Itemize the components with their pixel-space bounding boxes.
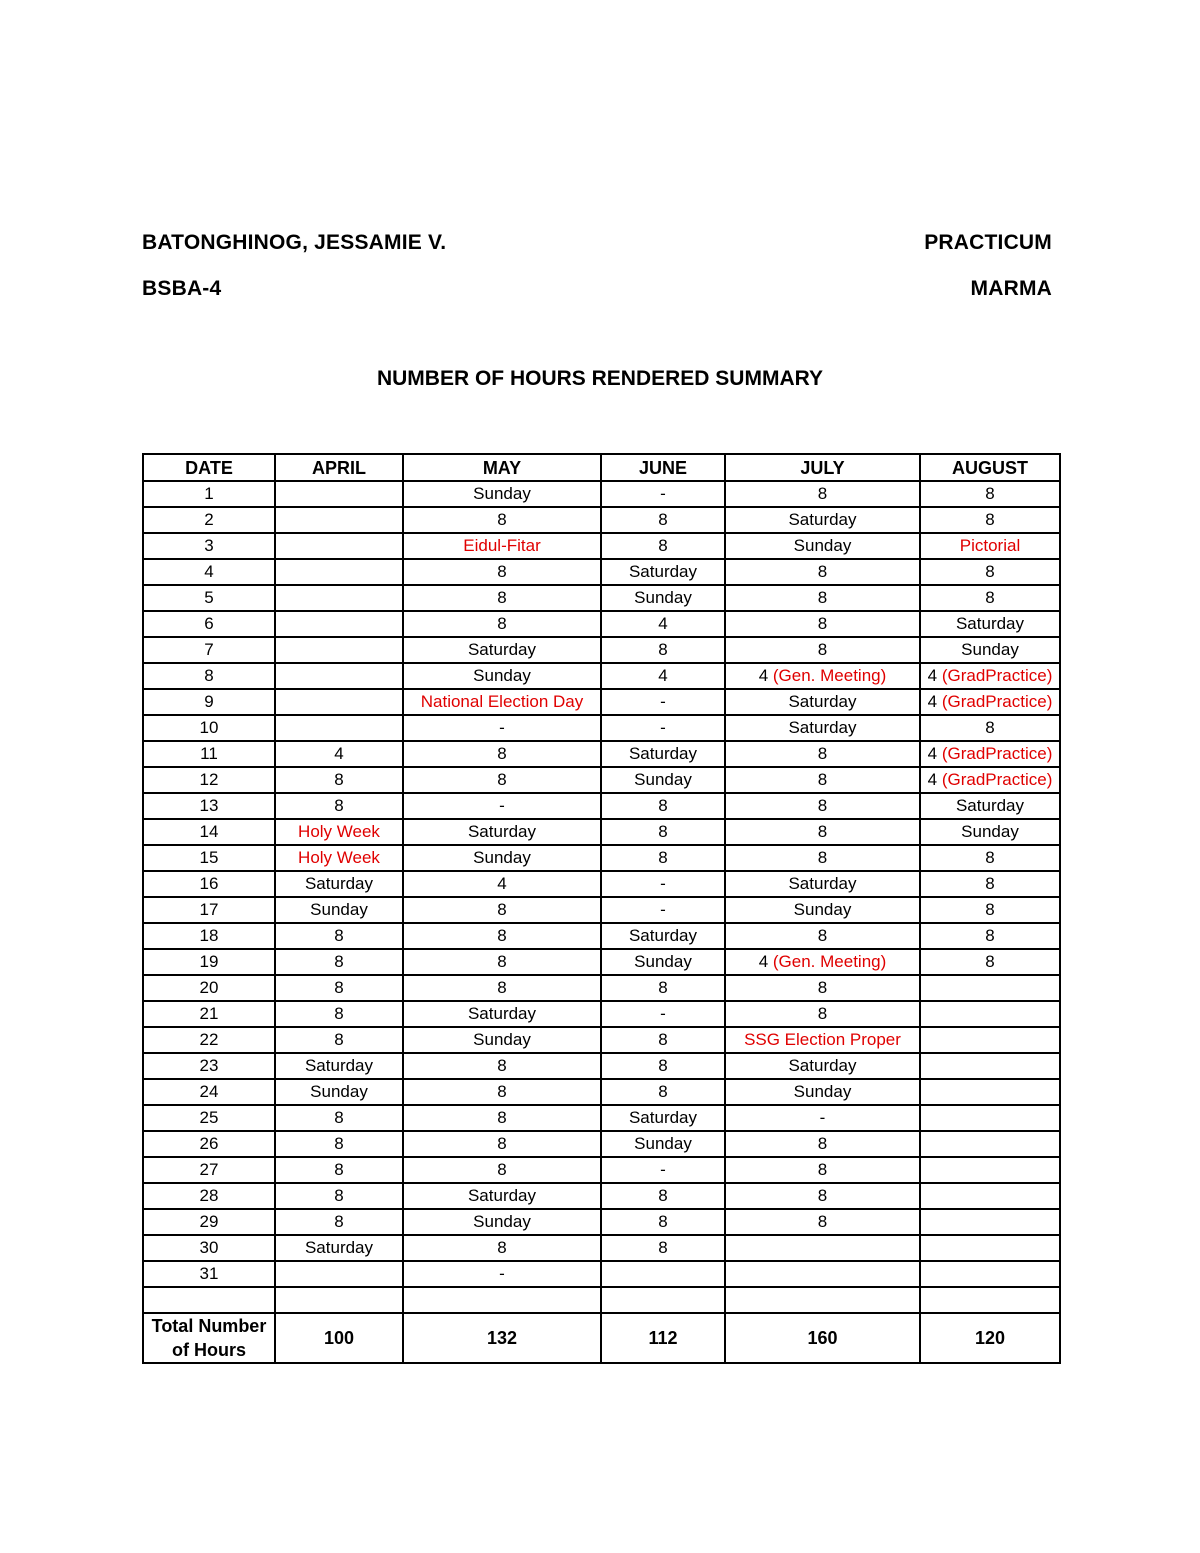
total-may: 132 [403, 1313, 601, 1363]
cell-date: 5 [143, 585, 275, 611]
cell-date: 30 [143, 1235, 275, 1261]
cell-april: 8 [275, 1157, 403, 1183]
cell-july: Sunday [725, 897, 920, 923]
cell-date: 29 [143, 1209, 275, 1235]
cell-august [920, 1131, 1060, 1157]
cell-june: 8 [601, 637, 725, 663]
table-row [143, 481, 1060, 507]
cell-june: 8 [601, 1053, 725, 1079]
table-row [143, 845, 1060, 871]
cell-april: 4 [275, 741, 403, 767]
cell-april [275, 1287, 403, 1313]
cell-may: 8 [403, 1105, 601, 1131]
cell-date: 7 [143, 637, 275, 663]
cell-july: Saturday [725, 871, 920, 897]
cell-august [920, 741, 1060, 767]
table-row [143, 585, 1060, 611]
cell-date: 9 [143, 689, 275, 715]
cell-june: - [601, 871, 725, 897]
hours-value: 4 [927, 770, 942, 789]
column-header-august: AUGUST [920, 454, 1060, 481]
cell-date: 26 [143, 1131, 275, 1157]
cell-date: 14 [143, 819, 275, 845]
cell-june: - [601, 897, 725, 923]
cell-june: 8 [601, 1235, 725, 1261]
table-row [143, 533, 1060, 559]
cell-may: - [403, 793, 601, 819]
cell-date: 3 [143, 533, 275, 559]
cell-april [275, 715, 403, 741]
cell-june [601, 1261, 725, 1287]
cell-may: Saturday [403, 1001, 601, 1027]
total-label [143, 1313, 275, 1363]
cell-april [275, 611, 403, 637]
cell-june: - [601, 481, 725, 507]
table-row [143, 767, 1060, 793]
table-row [143, 923, 1060, 949]
cell-may [403, 1287, 601, 1313]
column-header-may: MAY [403, 454, 601, 481]
cell-june: 4 [601, 663, 725, 689]
column-header-july: JULY [725, 454, 920, 481]
table-row [143, 1105, 1060, 1131]
table-row [143, 663, 1060, 689]
total-august: 120 [920, 1313, 1060, 1363]
cell-august [920, 1001, 1060, 1027]
cell-june: 8 [601, 845, 725, 871]
table-row [143, 1027, 1060, 1053]
cell-april: Saturday [275, 1235, 403, 1261]
hours-value: 4 [758, 952, 773, 971]
table-row [143, 689, 1060, 715]
table-row [143, 1261, 1060, 1287]
activity-note: (Gen. Meeting) [772, 952, 887, 971]
cell-may: 8 [403, 767, 601, 793]
cell-date: 20 [143, 975, 275, 1001]
table-row [143, 897, 1060, 923]
cell-april: Sunday [275, 897, 403, 923]
table-body [143, 481, 1060, 1313]
cell-april [275, 637, 403, 663]
cell-august: 8 [920, 897, 1060, 923]
cell-date: 4 [143, 559, 275, 585]
cell-july: 8 [725, 819, 920, 845]
cell-june: 8 [601, 1183, 725, 1209]
total-label-line1: Total Number [151, 1316, 267, 1336]
table-row [143, 819, 1060, 845]
cell-july: 8 [725, 793, 920, 819]
cell-date: 11 [143, 741, 275, 767]
cell-may: Sunday [403, 663, 601, 689]
activity-note: (GradPractice) [941, 744, 1053, 763]
cell-july: Sunday [725, 533, 920, 559]
cell-june: Sunday [601, 585, 725, 611]
cell-august [920, 1287, 1060, 1313]
cell-april: Saturday [275, 1053, 403, 1079]
cell-april: Holy Week [275, 845, 403, 871]
cell-april: Saturday [275, 871, 403, 897]
hours-value: 4 [927, 692, 942, 711]
cell-april [275, 481, 403, 507]
table-row [143, 715, 1060, 741]
table-row [143, 741, 1060, 767]
cell-april: 8 [275, 923, 403, 949]
table-row [143, 1157, 1060, 1183]
page-title: NUMBER OF HOURS RENDERED SUMMARY [376, 367, 824, 390]
cell-may: Saturday [403, 637, 601, 663]
cell-april [275, 1261, 403, 1287]
cell-date: 28 [143, 1183, 275, 1209]
cell-june: Sunday [601, 949, 725, 975]
cell-april: 8 [275, 767, 403, 793]
cell-june: - [601, 1001, 725, 1027]
cell-august [920, 663, 1060, 689]
activity-note: (Gen. Meeting) [772, 666, 887, 685]
cell-june: 8 [601, 975, 725, 1001]
cell-august [920, 1079, 1060, 1105]
table-row [143, 793, 1060, 819]
cell-august: 8 [920, 559, 1060, 585]
table-row [143, 871, 1060, 897]
cell-august [920, 1209, 1060, 1235]
table-row [143, 1079, 1060, 1105]
hours-value: 4 [927, 744, 942, 763]
cell-august [920, 1027, 1060, 1053]
cell-april: 8 [275, 1001, 403, 1027]
cell-april: Sunday [275, 1079, 403, 1105]
cell-august: 8 [920, 871, 1060, 897]
cell-july [725, 663, 920, 689]
cell-may: 8 [403, 1157, 601, 1183]
cell-july: - [725, 1105, 920, 1131]
section-name: MARMA [970, 277, 1052, 300]
cell-july: 8 [725, 481, 920, 507]
cell-august: 8 [920, 507, 1060, 533]
table-row [143, 949, 1060, 975]
cell-april: 8 [275, 975, 403, 1001]
cell-june: 8 [601, 507, 725, 533]
cell-july: Saturday [725, 689, 920, 715]
table-row [143, 1287, 1060, 1313]
cell-june: 8 [601, 1209, 725, 1235]
cell-july: 8 [725, 1209, 920, 1235]
cell-august: 8 [920, 845, 1060, 871]
course-name: PRACTICUM [924, 231, 1052, 254]
cell-date [143, 1287, 275, 1313]
cell-july: 8 [725, 559, 920, 585]
cell-june: Sunday [601, 1131, 725, 1157]
table-row [143, 1183, 1060, 1209]
cell-date: 10 [143, 715, 275, 741]
table-row [143, 975, 1060, 1001]
cell-august [920, 1157, 1060, 1183]
cell-august: 8 [920, 585, 1060, 611]
column-header-april: APRIL [275, 454, 403, 481]
hours-value: 4 [927, 666, 942, 685]
cell-july [725, 1287, 920, 1313]
cell-june: 4 [601, 611, 725, 637]
cell-may: 8 [403, 559, 601, 585]
cell-august [920, 975, 1060, 1001]
cell-july [725, 949, 920, 975]
cell-may: National Election Day [403, 689, 601, 715]
cell-july: 8 [725, 637, 920, 663]
cell-july [725, 1235, 920, 1261]
cell-may: 8 [403, 741, 601, 767]
cell-date: 6 [143, 611, 275, 637]
cell-august [920, 689, 1060, 715]
cell-may: Sunday [403, 845, 601, 871]
cell-june: Saturday [601, 559, 725, 585]
cell-date: 2 [143, 507, 275, 533]
total-june: 112 [601, 1313, 725, 1363]
table-row [143, 559, 1060, 585]
cell-july: 8 [725, 1183, 920, 1209]
cell-july: 8 [725, 845, 920, 871]
cell-august: Saturday [920, 611, 1060, 637]
activity-note: (GradPractice) [941, 666, 1053, 685]
cell-july: 8 [725, 923, 920, 949]
cell-april [275, 533, 403, 559]
table-header-row [143, 454, 1060, 481]
cell-july: 8 [725, 741, 920, 767]
cell-may: 8 [403, 507, 601, 533]
cell-august: Saturday [920, 793, 1060, 819]
table-row [143, 637, 1060, 663]
cell-may: 8 [403, 897, 601, 923]
cell-may: 8 [403, 923, 601, 949]
activity-note: (GradPractice) [941, 770, 1053, 789]
cell-august: 8 [920, 949, 1060, 975]
cell-july: 8 [725, 585, 920, 611]
cell-august [920, 1183, 1060, 1209]
cell-april: 8 [275, 1209, 403, 1235]
cell-date: 12 [143, 767, 275, 793]
cell-april: 8 [275, 793, 403, 819]
table-row [143, 1209, 1060, 1235]
cell-april: 8 [275, 949, 403, 975]
table-row [143, 1001, 1060, 1027]
cell-date: 1 [143, 481, 275, 507]
cell-may: 8 [403, 1053, 601, 1079]
cell-april [275, 507, 403, 533]
hours-value: 4 [758, 666, 773, 685]
cell-july: 8 [725, 975, 920, 1001]
activity-note: (GradPractice) [941, 692, 1053, 711]
cell-june: - [601, 715, 725, 741]
cell-date: 21 [143, 1001, 275, 1027]
student-program: BSBA-4 [142, 277, 222, 300]
cell-may: 8 [403, 611, 601, 637]
cell-july: Saturday [725, 507, 920, 533]
cell-april [275, 663, 403, 689]
cell-august [920, 1261, 1060, 1287]
hours-summary-table [142, 453, 1061, 1364]
cell-june: 8 [601, 819, 725, 845]
cell-august: 8 [920, 715, 1060, 741]
total-july: 160 [725, 1313, 920, 1363]
cell-august: 8 [920, 923, 1060, 949]
cell-july: 8 [725, 767, 920, 793]
cell-date: 31 [143, 1261, 275, 1287]
cell-june: 8 [601, 1027, 725, 1053]
cell-date: 19 [143, 949, 275, 975]
column-header-june: JUNE [601, 454, 725, 481]
cell-august [920, 1053, 1060, 1079]
cell-april [275, 585, 403, 611]
cell-july: 8 [725, 1157, 920, 1183]
cell-may: - [403, 715, 601, 741]
cell-june [601, 1287, 725, 1313]
cell-may: 8 [403, 1235, 601, 1261]
cell-june: - [601, 1157, 725, 1183]
cell-august: 8 [920, 481, 1060, 507]
cell-april: 8 [275, 1131, 403, 1157]
cell-july: SSG Election Proper [725, 1027, 920, 1053]
cell-april: 8 [275, 1183, 403, 1209]
cell-may: - [403, 1261, 601, 1287]
cell-july: Saturday [725, 715, 920, 741]
cell-may: 8 [403, 1131, 601, 1157]
cell-august [920, 767, 1060, 793]
cell-april [275, 689, 403, 715]
cell-may: Sunday [403, 1209, 601, 1235]
cell-july: 8 [725, 1131, 920, 1157]
cell-date: 22 [143, 1027, 275, 1053]
table-row [143, 1131, 1060, 1157]
cell-may: Saturday [403, 819, 601, 845]
cell-may: 4 [403, 871, 601, 897]
cell-date: 24 [143, 1079, 275, 1105]
table-row [143, 507, 1060, 533]
cell-may: Sunday [403, 1027, 601, 1053]
cell-april: 8 [275, 1105, 403, 1131]
total-label-line2: of Hours [172, 1340, 246, 1360]
cell-date: 16 [143, 871, 275, 897]
table-row [143, 1053, 1060, 1079]
cell-june: 8 [601, 793, 725, 819]
cell-june: 8 [601, 533, 725, 559]
cell-august: Sunday [920, 637, 1060, 663]
cell-june: - [601, 689, 725, 715]
cell-date: 17 [143, 897, 275, 923]
cell-date: 18 [143, 923, 275, 949]
cell-april: Holy Week [275, 819, 403, 845]
cell-june: Saturday [601, 923, 725, 949]
cell-date: 8 [143, 663, 275, 689]
cell-august [920, 1105, 1060, 1131]
cell-may: Sunday [403, 481, 601, 507]
student-name: BATONGHINOG, JESSAMIE V. [142, 231, 447, 254]
cell-may: 8 [403, 585, 601, 611]
cell-august [920, 1235, 1060, 1261]
cell-june: Saturday [601, 1105, 725, 1131]
cell-june: Sunday [601, 767, 725, 793]
cell-july: Sunday [725, 1079, 920, 1105]
cell-may: 8 [403, 1079, 601, 1105]
cell-date: 25 [143, 1105, 275, 1131]
cell-date: 15 [143, 845, 275, 871]
cell-may: 8 [403, 949, 601, 975]
cell-july: Saturday [725, 1053, 920, 1079]
total-april: 100 [275, 1313, 403, 1363]
table-row [143, 611, 1060, 637]
cell-date: 23 [143, 1053, 275, 1079]
cell-date: 13 [143, 793, 275, 819]
cell-august: Pictorial [920, 533, 1060, 559]
cell-july: 8 [725, 611, 920, 637]
cell-april: 8 [275, 1027, 403, 1053]
cell-june: Saturday [601, 741, 725, 767]
cell-june: 8 [601, 1079, 725, 1105]
column-header-date: DATE [143, 454, 275, 481]
cell-may: Saturday [403, 1183, 601, 1209]
cell-may: Eidul-Fitar [403, 533, 601, 559]
cell-august: Sunday [920, 819, 1060, 845]
cell-date: 27 [143, 1157, 275, 1183]
total-row [143, 1313, 1060, 1363]
cell-may: 8 [403, 975, 601, 1001]
cell-april [275, 559, 403, 585]
cell-july: 8 [725, 1001, 920, 1027]
table-row [143, 1235, 1060, 1261]
cell-july [725, 1261, 920, 1287]
